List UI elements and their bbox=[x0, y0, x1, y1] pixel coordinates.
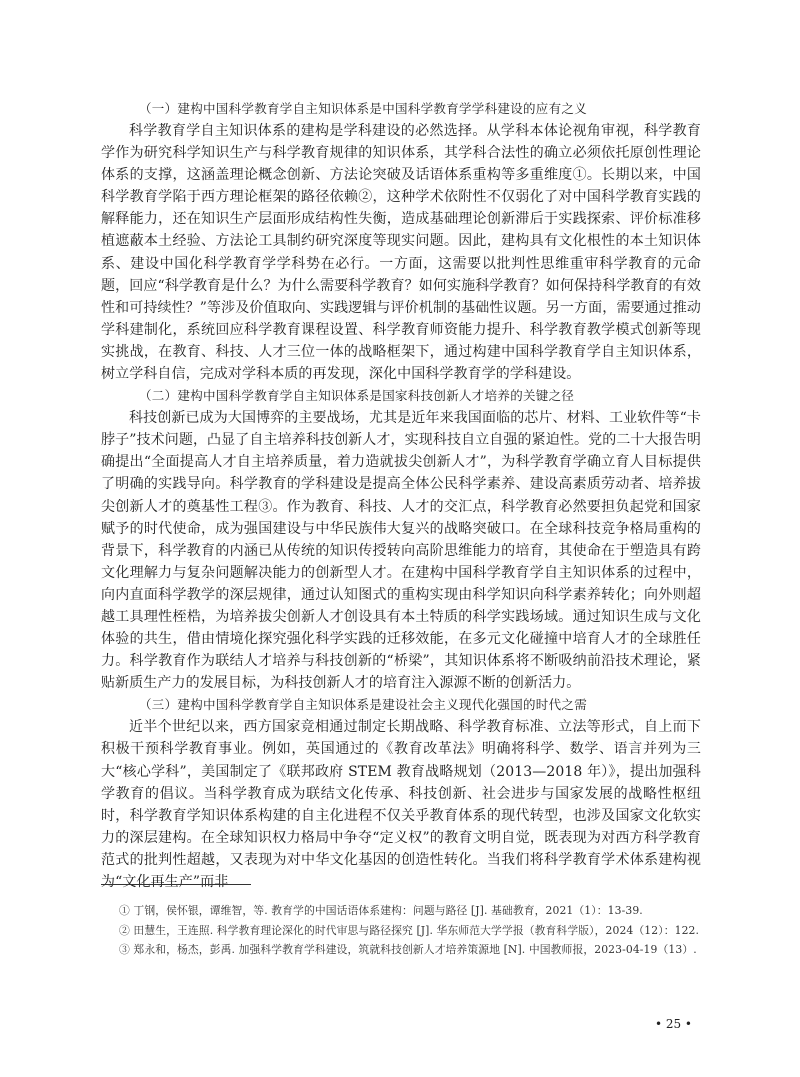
footnote-3: ③ 郑永和，杨杰，彭禹. 加强科学教育学科建设，筑就科技创新人才培养策源地 [N]. 中国教师报，2023-04-19（13）. bbox=[119, 943, 697, 956]
section-paragraph-1: 科学教育学自主知识体系的建构是学科建设的必然选择。从学科本体论视角审视，科学教育学作为研究科学知识生产与科学教育规律的知识体系，其学科合法性的确立必须依托原创性理论体系的支撑，这涵盖理论概念创新、方法论突破及话语体系重构等多重维度①。长期以来，中国科学教育学陷于西方理论框架的路径依赖②，这种学术依附性不仅弱化了对中国科学教育实践的解释能力，还在知识生产层面形成结构性失衡，造成基础理论创新滞后于实践探索、评价标准移植遮蔽本土经验、方法论工具制约研究深度等现实问题。因此，建构具有文化根性的本土知识体系、建设中国化科学教育学学科势在必行。一方面，这需要以批判性思维重审科学教育的元命题，回应“科学教育是什么？为什么需要科学教育？如何实施科学教育？如何保持科学教育的有效性和可持续性？”等涉及价值取向、实践逻辑与评价机制的基础性议题。另一方面，需要通过推动学科建制化，系统回应科学教育课程设置、科学教育师资能力提升、科学教育教学模式创新等现实挑战，在教育、科技、人才三位一体的战略框架下，通过构建中国科学教育学自主知识体系，树立学科自信，完成对学科本质的再发现，深化中国科学教育学的学科建设。 bbox=[101, 123, 701, 383]
footnote-1: ① 丁钢，侯怀银，谭维智，等. 教育学的中国话语体系建构：问题与路径 [J]. 基础教育，2021（1）：13-39. bbox=[119, 904, 643, 917]
footnote-divider bbox=[101, 884, 251, 885]
section-paragraph-3: 近半个世纪以来，西方国家竞相通过制定长期战略、科学教育标准、立法等形式，自上而下积极干预科学教育事业。例如，英国通过的《教育改革法》明确将科学、数学、语言并列为三大“核心学科”，美国制定了《联邦政府 STEM 教育战略规划（2013—2018 年）》，提出加强科学教育的倡议。当科学教育成为联结文化传承、科技创新、社会进步与国家发展的战略性枢纽时，科学教育学知识体系构建的自主化进程不仅关乎教育体系的现代转型，也涉及国家文化软实力的深层建构。在全球知识权力格局中争夺“定义权”的教育文明自觉，既表现为对西方科学教育范式的批判性超越，又表现为对中华文化基因的创造性转化。当我们将科学教育学术体系建构视为“文化再生产”而非 bbox=[101, 719, 701, 890]
page-number: • 25 • bbox=[654, 1017, 692, 1031]
section-paragraph-2: 科技创新已成为大国博弈的主要战场，尤其是近年来我国面临的芯片、材料、工业软件等“卡脖子”技术问题，凸显了自主培养科技创新人才，实现科技自立自强的紧迫性。党的二十大报告明确提出“全面提高人才自主培养质量，着力造就拔尖创新人才”，为科学教育学确立育人目标提供了明确的实践导向。科学教育的学科建设是提高全体公民科学素养、建设高素质劳动者、培养拔尖创新人才的奠基性工程③。作为教育、科技、人才的交汇点，科学教育必然要担负起党和国家赋予的时代使命，成为强国建设与中华民族伟大复兴的战略突破口。在全球科技竞争格局重构的背景下，科学教育的内涵已从传统的知识传授转向高阶思维能力的培育，其使命在于塑造具有跨文化理解力与复杂问题解决能力的创新型人才。在建构中国科学教育学自主知识体系的过程中，向内直面科学教学的深层规律，通过认知图式的重构实现由科学知识向科学素养转化；向外则超越工具理性桎梏，为培养拔尖创新人才创设具有本土特质的科学实践场域。通过知识生成与文化体验的共生，借由情境化探究强化科学实践的迁移效能，在多元文化碰撞中培育人才的全球胜任力。科学教育作为联结人才培养与科技创新的“桥梁”，其知识体系将不断吸纳前沿技术理论，紧贴新质生产力的发展目标，为科技创新人才的培育注入源源不断的创新活力。 bbox=[101, 410, 701, 692]
footnote-2: ② 田慧生，王连照. 科学教育理论深化的时代审思与路径探究 [J]. 华东师范大学学报（教育科学版），2024（12）：122. bbox=[119, 923, 700, 937]
section-heading-3: （三）建构中国科学教育学自主知识体系是建设社会主义现代化强国的时代之需 bbox=[139, 697, 588, 713]
section-heading-2: （二）建构中国科学教育学自主知识体系是国家科技创新人才培养的关键之径 bbox=[139, 388, 575, 404]
body-text bbox=[101, 98, 701, 893]
footnotes bbox=[101, 901, 701, 960]
section-heading-1: （一）建构中国科学教育学自主知识体系是中国科学教育学学科建设的应有之义 bbox=[139, 101, 588, 116]
